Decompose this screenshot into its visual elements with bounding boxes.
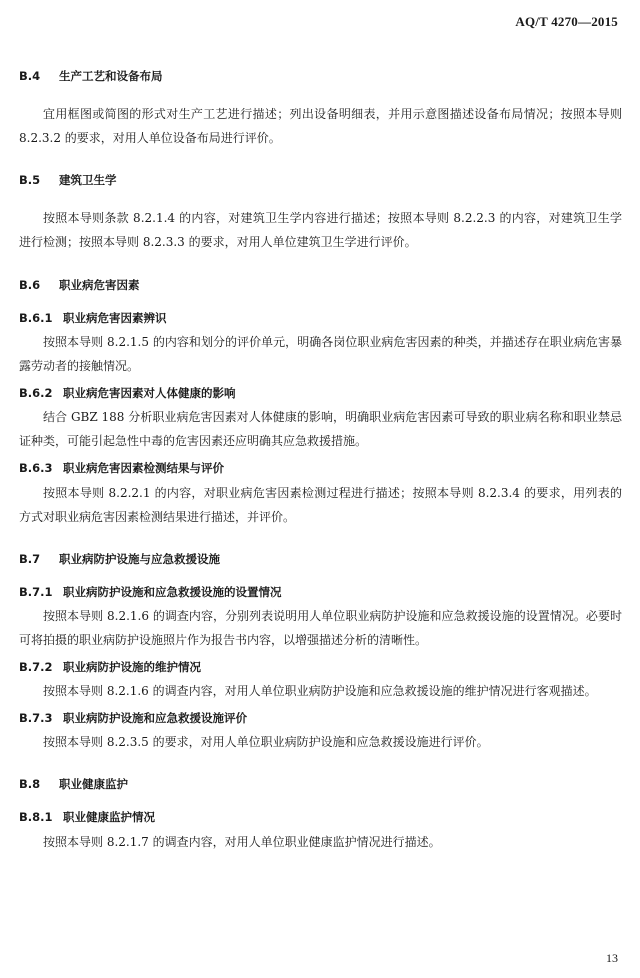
section-heading-b7-3 [19, 710, 622, 726]
section-heading-b4 [19, 68, 622, 84]
paragraph: 宜用框图或简图的形式对生产工艺进行描述；列出设备明细表，并用示意图描述设备布局情况；按照本导则 8.2.3.2 的要求，对用人单位设备布局进行评价。 [19, 107, 622, 145]
paragraph: 结合 GBZ 188 分析职业病危害因素对人体健康的影响，明确职业病危害因素可导致的职业病名称和职业禁忌证种类，可能引起急性中毒的危害因素还应明确其应急救援措施。 [19, 410, 622, 448]
section-heading-b7-2 [19, 659, 622, 675]
standard-code: AQ/T 4270—2015 [515, 14, 618, 29]
section-title: 职业病防护设施的维护情况 [63, 660, 201, 674]
section-heading-b7-1 [19, 584, 622, 600]
section-title: 职业健康监护情况 [63, 810, 155, 824]
section-heading-b8-1 [19, 809, 622, 825]
section-number: B.4 [19, 69, 41, 83]
section-number: B.7.3 [19, 711, 53, 725]
section-heading-b6-2 [19, 385, 622, 401]
paragraph: 按照本导则 8.2.3.5 的要求，对用人单位职业病防护设施和应急救援设施进行评价。 [43, 735, 489, 749]
section-heading-b6-1 [19, 310, 622, 326]
section-number: B.7 [19, 552, 41, 566]
section-number: B.6.2 [19, 386, 53, 400]
paragraph: 按照本导则 8.2.2.1 的内容，对职业病危害因素检测过程进行描述；按照本导则 8.2.3.4 的要求，用列表的方式对职业病危害因素检测结果进行描述，并评价。 [19, 486, 622, 524]
section-title: 职业健康监护 [59, 777, 128, 791]
section-title: 建筑卫生学 [59, 173, 117, 187]
section-number: B.8.1 [19, 810, 53, 824]
section-heading-b6-3 [19, 460, 622, 476]
page-number: 13 [606, 951, 618, 965]
section-number: B.7.2 [19, 660, 53, 674]
section-number: B.5 [19, 173, 41, 187]
section-number: B.8 [19, 777, 41, 791]
section-title: 职业病危害因素检测结果与评价 [63, 461, 224, 475]
section-number: B.6.3 [19, 461, 53, 475]
section-number: B.6.1 [19, 311, 53, 325]
section-heading-b7 [19, 551, 622, 567]
document-body [19, 68, 622, 854]
section-number: B.6 [19, 278, 41, 292]
paragraph: 按照本导则条款 8.2.1.4 的内容，对建筑卫生学内容进行描述；按照本导则 8.2.2.3 的内容，对建筑卫生学进行检测；按照本导则 8.2.3.3 的要求，对用人单位建筑卫生学进行评价。 [19, 211, 622, 249]
section-number: B.7.1 [19, 585, 53, 599]
paragraph: 按照本导则 8.2.1.6 的调查内容，分别列表说明用人单位职业病防护设施和应急救援设施的设置情况。必要时可将拍摄的职业病防护设施照片作为报告书内容，以增强描述分析的清晰性。 [19, 609, 622, 647]
paragraph: 按照本导则 8.2.1.7 的调查内容，对用人单位职业健康监护情况进行描述。 [43, 835, 441, 849]
section-title: 职业病防护设施和应急救援设施的设置情况 [63, 585, 282, 599]
section-title: 职业病防护设施与应急救援设施 [59, 552, 220, 566]
section-title: 职业病危害因素 [59, 278, 140, 292]
section-title: 职业病防护设施和应急救援设施评价 [63, 711, 247, 725]
section-title: 生产工艺和设备布局 [59, 69, 163, 83]
section-title: 职业病危害因素辨识 [63, 311, 167, 325]
section-heading-b5 [19, 172, 622, 188]
section-heading-b8 [19, 776, 622, 792]
paragraph: 按照本导则 8.2.1.6 的调查内容，对用人单位职业病防护设施和应急救援设施的维护情况进行客观描述。 [43, 684, 597, 698]
section-title: 职业病危害因素对人体健康的影响 [63, 386, 236, 400]
paragraph: 按照本导则 8.2.1.5 的内容和划分的评价单元，明确各岗位职业病危害因素的种类，并描述存在职业病危害暴露劳动者的接触情况。 [19, 335, 622, 373]
section-heading-b6 [19, 277, 622, 293]
